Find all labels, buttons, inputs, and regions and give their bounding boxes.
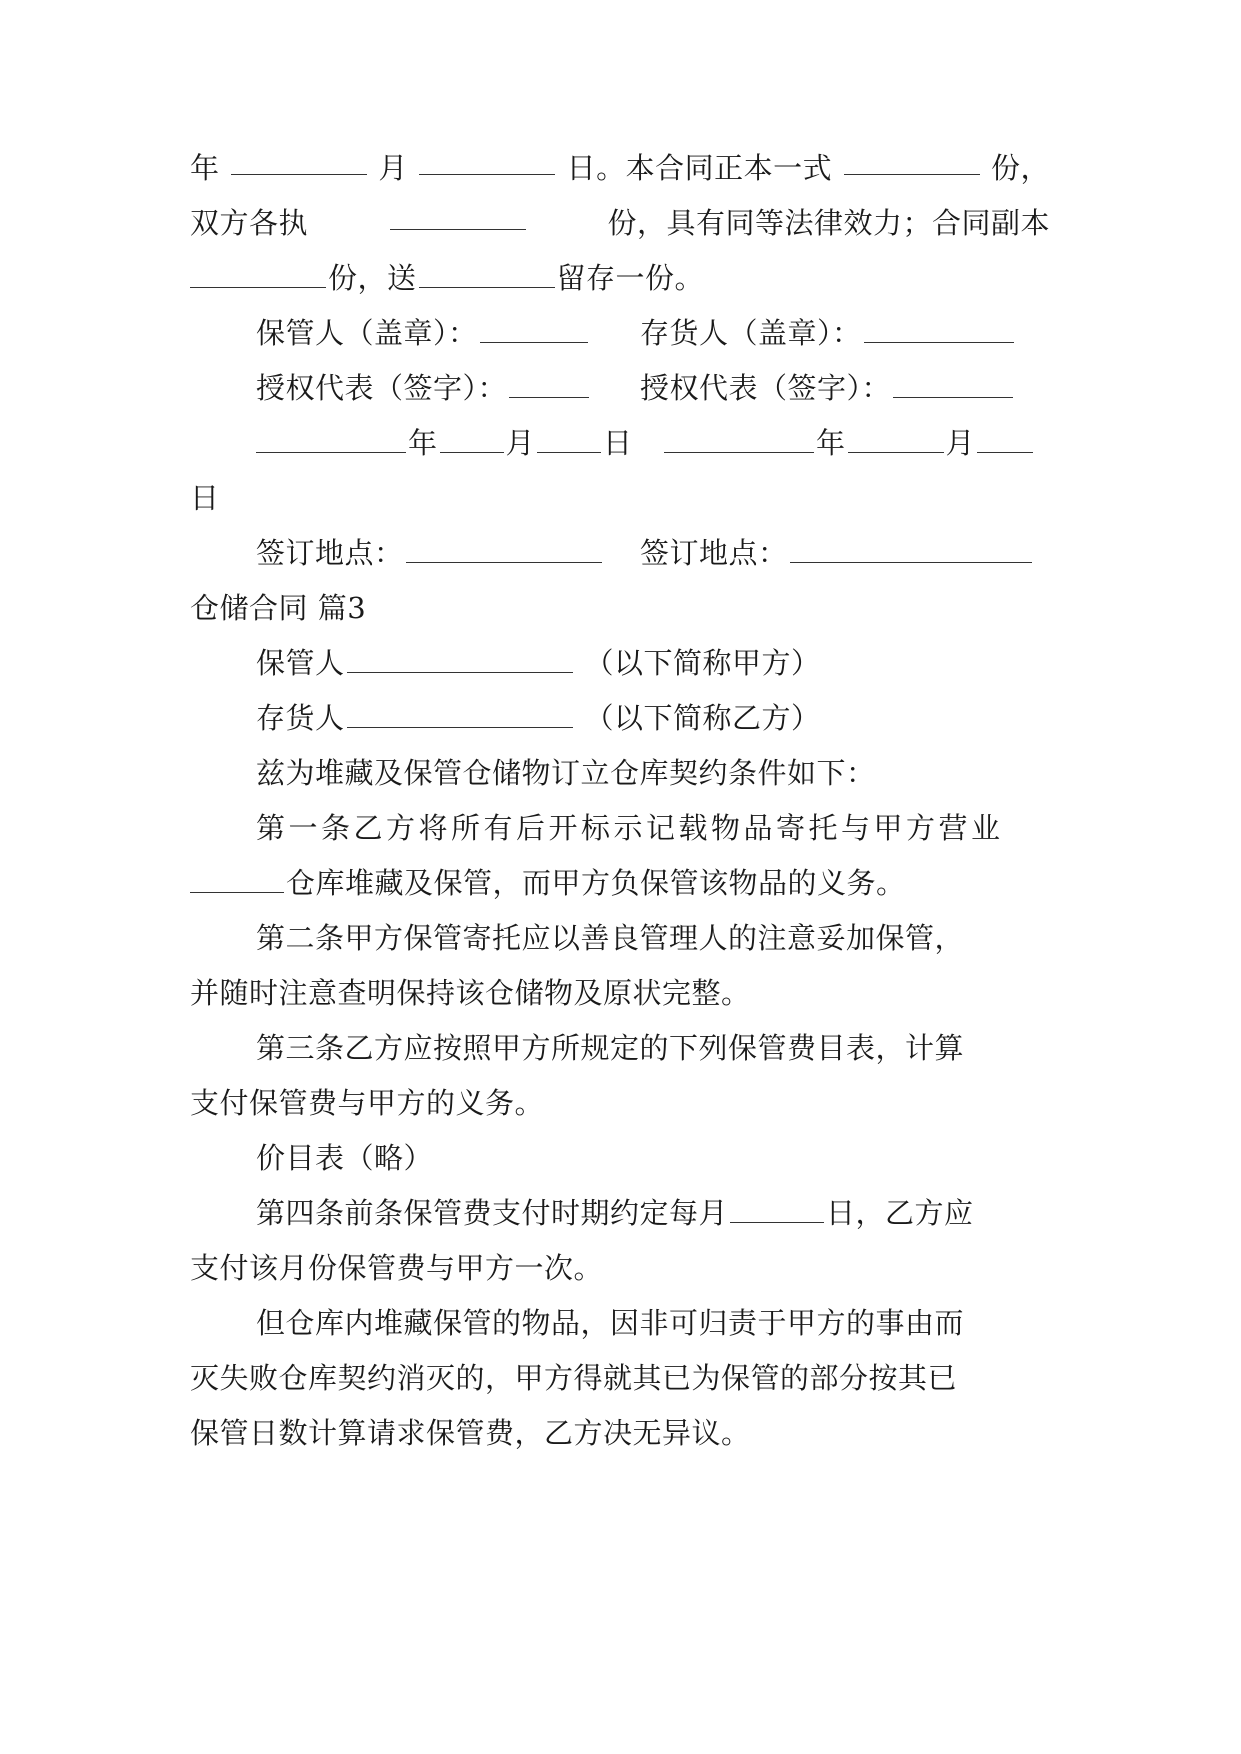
clause-4-line-2: 支付该月份保管费与甲方一次。 bbox=[190, 1251, 604, 1285]
blank-underline bbox=[480, 316, 588, 343]
depositor-rep-row bbox=[640, 368, 1015, 408]
signing-place-left bbox=[256, 533, 604, 573]
blank-underline bbox=[893, 371, 1013, 398]
blank-underline bbox=[664, 426, 814, 453]
paragraph-line-1: 但仓库内堆藏保管的物品，因非可归责于甲方的事由而 bbox=[256, 1306, 965, 1340]
section-heading: 仓储合同 篇3 bbox=[190, 591, 367, 625]
date-month-label: 月 bbox=[505, 426, 536, 460]
intro-text: 兹为堆藏及保管仓储物订立仓库契约条件如下： bbox=[256, 756, 876, 790]
clause-1-line-1 bbox=[256, 808, 1050, 848]
text-fragment: 份， bbox=[990, 151, 1050, 185]
text-line bbox=[190, 258, 1050, 298]
depositor-label: 存货人 bbox=[256, 701, 345, 735]
paragraph-line-3: 保管日数计算请求保管费，乙方决无异议。 bbox=[190, 1416, 751, 1450]
date-day-label: 日 bbox=[190, 481, 220, 515]
blank-underline bbox=[347, 701, 573, 728]
rep-sign-label: 授权代表（签字）： bbox=[640, 371, 892, 405]
keeper-seal-label: 保管人（盖章）： bbox=[256, 316, 478, 350]
clause-3-line-2: 支付保管费与甲方的义务。 bbox=[190, 1086, 545, 1120]
blank-underline bbox=[231, 148, 367, 175]
text-fragment: 份，送 bbox=[328, 261, 417, 295]
text-line bbox=[190, 148, 1050, 188]
blank-underline bbox=[537, 426, 601, 453]
blank-underline bbox=[864, 316, 1014, 343]
text-line bbox=[190, 203, 1050, 243]
date-row-right bbox=[664, 423, 1035, 463]
clause-text: 第一条乙方将所有后开标示记载物品寄托与甲方营业 bbox=[256, 811, 1004, 845]
keeper-label: 保管人 bbox=[256, 646, 345, 680]
signing-place-label: 签订地点： bbox=[640, 536, 788, 570]
blank-underline bbox=[977, 426, 1033, 453]
clause-4-line-1 bbox=[256, 1193, 1050, 1233]
blank-underline bbox=[256, 426, 406, 453]
blank-underline bbox=[509, 371, 589, 398]
date-year-label: 年 bbox=[816, 426, 846, 460]
date-month-label: 月 bbox=[945, 426, 976, 460]
rep-sign-label: 授权代表（签字）： bbox=[256, 371, 508, 405]
date-year-label: 年 bbox=[408, 426, 438, 460]
clause-3-line-1: 第三条乙方应按照甲方所规定的下列保管费目表，计算 bbox=[256, 1031, 965, 1065]
text-fragment: 年 bbox=[190, 151, 220, 185]
clause-text: 第四条前条保管费支付时期约定每月 bbox=[256, 1196, 729, 1230]
depositor-seal-row bbox=[640, 313, 1016, 353]
text-fragment: 日。本合同正本一式 bbox=[566, 151, 833, 185]
date-day-wrap bbox=[190, 478, 220, 518]
blank-underline bbox=[440, 426, 504, 453]
blank-underline bbox=[190, 261, 326, 288]
blank-underline bbox=[848, 426, 944, 453]
blank-underline bbox=[730, 1196, 824, 1223]
depositor-party-row bbox=[256, 698, 821, 738]
text-fragment: 留存一份。 bbox=[556, 261, 705, 295]
keeper-note: （以下简称甲方） bbox=[584, 646, 821, 680]
blank-underline bbox=[419, 261, 555, 288]
blank-underline bbox=[406, 536, 602, 563]
depositor-note: （以下简称乙方） bbox=[584, 701, 821, 735]
blank-underline bbox=[347, 646, 573, 673]
signing-place-label: 签订地点： bbox=[256, 536, 404, 570]
date-day-label: 日 bbox=[603, 426, 633, 460]
signing-place-right bbox=[640, 533, 1034, 573]
text-fragment: 份，具有同等法律效力；合同副本 bbox=[607, 206, 1050, 240]
text-fragment: 月 bbox=[378, 151, 408, 185]
clause-text: 日，乙方应 bbox=[826, 1196, 974, 1230]
text-fragment: 双方各执 bbox=[190, 206, 309, 240]
date-row-left bbox=[256, 423, 633, 463]
clause-2-line-1: 第二条甲方保管寄托应以善良管理人的注意妥加保管， bbox=[256, 921, 965, 955]
keeper-rep-row bbox=[256, 368, 591, 408]
paragraph-line-2: 灭失败仓库契约消灭的，甲方得就其已为保管的部分按其已 bbox=[190, 1361, 958, 1395]
blank-underline bbox=[790, 536, 1032, 563]
keeper-seal-row bbox=[256, 313, 590, 353]
clause-1-line-2 bbox=[190, 863, 1050, 903]
clause-text: 仓库堆藏及保管，而甲方负保管该物品的义务。 bbox=[286, 866, 906, 900]
blank-underline bbox=[390, 203, 526, 230]
keeper-party-row bbox=[256, 643, 821, 683]
price-table-note: 价目表（略） bbox=[256, 1141, 434, 1175]
depositor-seal-label: 存货人（盖章）： bbox=[640, 316, 862, 350]
blank-underline bbox=[419, 148, 555, 175]
blank-underline bbox=[844, 148, 980, 175]
blank-underline bbox=[190, 866, 284, 893]
clause-2-line-2: 并随时注意查明保持该仓储物及原状完整。 bbox=[190, 976, 751, 1010]
